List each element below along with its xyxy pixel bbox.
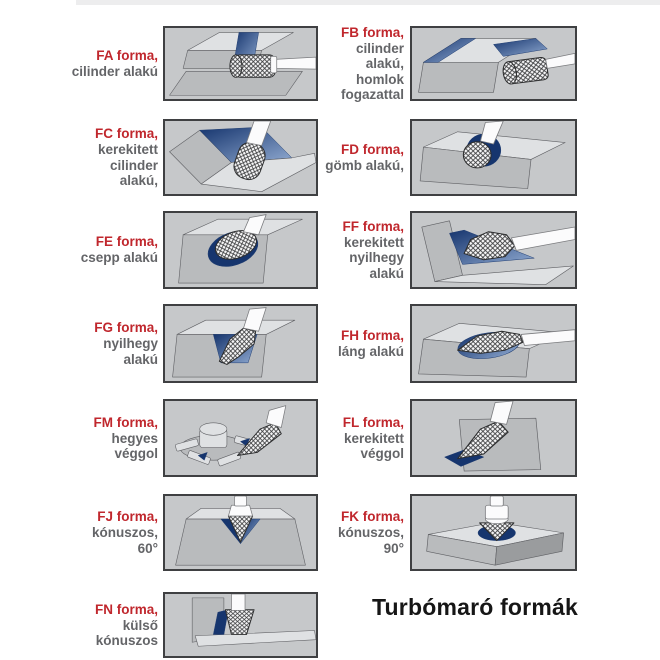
burr-item-label-fe [36,211,158,289]
burr-item-label-fb [284,26,404,101]
burr-item-label-fa [36,26,158,101]
burr-description-line: láng alakú [337,343,404,359]
burr-description-line: kerekitett [343,430,404,446]
burr-description-line: véggol [114,446,158,461]
burr-code: FE forma, [95,234,158,250]
burr-description-line: kerekitett [343,234,404,250]
burr-code: FB forma, [340,24,404,40]
burr-item-label-fh [284,304,404,383]
page-edge-band [76,0,660,5]
burr-description-line: alakú [369,265,404,281]
burr-description-line: cilinder [109,157,158,173]
burr-description-line: 60° [137,540,158,556]
burr-item-label-fc [36,119,158,196]
burr-item-label-fd [284,119,404,196]
burr-description-line: véggol [360,446,404,461]
burr-description-line: nyilhegy [349,250,404,266]
burr-description-line: kónuszos, [91,525,158,540]
burr-description-line: alakú [123,351,158,367]
burr-description-line: cilinder [355,40,404,56]
burr-code: FC forma, [94,126,158,142]
burr-description-line: csepp alakú [80,250,158,266]
figure-fl-rounded-cone-burr-on-step [410,399,577,477]
burr-description-line: 90° [383,540,404,556]
figure-fd-ball-burr-in-corner-notch [410,119,577,196]
burr-description-line: kónuszos, [337,525,404,540]
burr-item-label-ff [284,211,404,289]
burr-description-line: fogazattal [340,87,404,102]
burr-item-label-fk [284,494,404,571]
burr-item-label-fn [36,592,158,658]
burr-description-line: cilinder alakú [71,63,158,79]
burr-description-line: homlok [355,71,404,87]
burr-item-label-fl [284,399,404,477]
figure-fb-cylinder-end-cut-burr-on-ridge-block [410,26,577,101]
burr-code: FJ forma, [97,509,158,524]
burr-description-line: kónuszos [95,633,158,648]
figure-fn-inverse-cone-burr-at-wall [163,592,318,658]
burr-code: FM forma, [93,414,158,430]
burr-description-line: alakú, [119,173,158,189]
figure-ff-rounded-tree-burr-in-cove [410,211,577,289]
burr-code: FL forma, [342,414,404,430]
burr-description-line: hegyes [111,430,158,446]
burr-description-line: alakú, [365,56,404,71]
burr-code: FK forma, [340,509,404,524]
burr-code: FF forma, [342,218,404,234]
page-title: Turbómaró formák [372,594,578,620]
figure-fk-cone-90-countersink-burr-on-plate [410,494,577,571]
burr-description-line: gömb alakú, [325,157,404,173]
burr-code: FG forma, [94,320,158,335]
burr-code: FD forma, [340,141,404,157]
burr-description-line: kerekitett [97,142,158,158]
burr-description-line: külső [122,617,158,633]
burr-item-label-fg [36,304,158,383]
burr-item-label-fj [36,494,158,571]
burr-item-label-fm [36,399,158,477]
burr-code: FN forma, [94,601,158,617]
burr-description-line: nyilhegy [103,336,158,351]
burr-code: FH forma, [340,327,404,343]
figure-fh-flame-burr-in-scoop [410,304,577,383]
burr-code: FA forma, [96,47,158,63]
